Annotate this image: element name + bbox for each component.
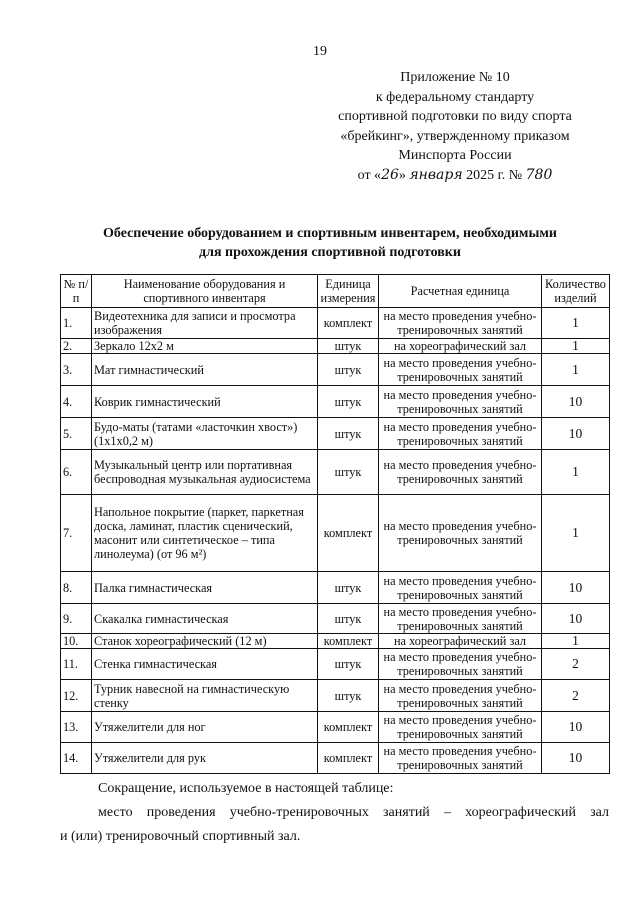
appendix-line-5: Минспорта России [398,148,512,163]
cell-unit: штук [318,386,379,418]
order-date-line [300,166,610,186]
cell-name: Станок хореографический (12 м) [92,634,318,649]
cell-name: Мат гимнастический [92,354,318,386]
table-row [61,649,610,680]
cell-num: 10. [61,634,92,649]
cell-qty: 10 [542,712,610,743]
cell-unit: штук [318,418,379,450]
cell-calc: на место проведения учебно-тренировочных занятий [379,418,542,450]
cell-unit: штук [318,572,379,604]
cell-unit: штук [318,450,379,495]
cell-name: Скакалка гимнастическая [92,604,318,634]
date-prefix: от « [357,167,382,183]
table-row [61,680,610,712]
cell-num: 2. [61,339,92,354]
cell-unit: комплект [318,308,379,339]
cell-unit: штук [318,354,379,386]
header-unit: Единица измерения [318,275,379,308]
appendix-line-3: спортивной подготовки по виду спорта [338,109,572,124]
cell-qty: 2 [542,680,610,712]
table-row [61,712,610,743]
year-text: 2025 г. № [466,167,523,183]
table-row [61,308,610,339]
notes-text-end: и (или) тренировочный спортивный зал. [60,829,301,844]
table-row [61,354,610,386]
cell-num: 8. [61,572,92,604]
notes-section [60,777,609,849]
cell-unit: комплект [318,712,379,743]
table-row [61,386,610,418]
cell-num: 9. [61,604,92,634]
cell-num: 14. [61,743,92,774]
cell-unit: штук [318,339,379,354]
document-title [60,224,600,262]
cell-unit: комплект [318,743,379,774]
cell-name: Стенка гимнастическая [92,649,318,680]
appendix-line-4: «брейкинг», утвержденному приказом [340,128,570,144]
cell-qty: 1 [542,354,610,386]
cell-qty: 10 [542,743,610,774]
cell-qty: 1 [542,495,610,572]
cell-calc: на место проведения учебно-тренировочных занятий [379,604,542,634]
cell-qty: 10 [542,604,610,634]
cell-name: Утяжелители для ног [92,712,318,743]
title-line-2: для прохождения спортивной подготовки [199,245,461,260]
cell-name: Музыкальный центр или портативная беспроводная музыкальная аудиосистема [92,450,318,495]
cell-qty: 1 [542,634,610,649]
cell-num: 11. [61,649,92,680]
appendix-line-1: Приложение № 10 [400,70,510,85]
cell-calc: на место проведения учебно-тренировочных занятий [379,712,542,743]
cell-calc: на хореографический зал [379,339,542,354]
cell-qty: 10 [542,418,610,450]
title-line-1: Обеспечение оборудованием и спортивным инвентарем, необходимыми [103,226,557,241]
cell-name: Турник навесной на гимнастическую стенку [92,680,318,712]
cell-qty: 1 [542,450,610,495]
cell-unit: штук [318,604,379,634]
cell-calc: на место проведения учебно-тренировочных занятий [379,386,542,418]
cell-name: Утяжелители для рук [92,743,318,774]
equipment-table [60,274,610,774]
cell-qty: 2 [542,649,610,680]
cell-calc: на место проведения учебно-тренировочных занятий [379,680,542,712]
cell-unit: комплект [318,495,379,572]
table-row [61,339,610,354]
appendix-line-2: к федеральному стандарту [375,89,535,105]
header-num: № п/п [61,275,92,308]
cell-qty: 1 [542,308,610,339]
cell-qty: 10 [542,572,610,604]
cell-num: 12. [61,680,92,712]
cell-unit: комплект [318,634,379,649]
cell-name: Зеркало 12х2 м [92,339,318,354]
appendix-header [300,68,610,185]
cell-calc: на место проведения учебно-тренировочных занятий [379,572,542,604]
header-qty: Количество изделий [542,275,610,308]
date-mid: » [398,167,406,183]
cell-calc: на место проведения учебно-тренировочных занятий [379,354,542,386]
table-row [61,743,610,774]
cell-name: Палка гимнастическая [92,572,318,604]
cell-num: 5. [61,418,92,450]
table-row [61,418,610,450]
notes-text-start: место проведения учебно-тренировочных занятий – хореографический зал [98,805,609,820]
cell-num: 3. [61,354,92,386]
cell-calc: на место проведения учебно-тренировочных занятий [379,649,542,680]
header-name: Наименование оборудования и спортивного инвентаря [92,275,318,308]
header-calc: Расчетная единица [379,275,542,308]
handwritten-day: 26 [381,166,399,183]
cell-calc: на место проведения учебно-тренировочных занятий [379,308,542,339]
cell-qty: 10 [542,386,610,418]
cell-unit: штук [318,680,379,712]
cell-num: 7. [61,495,92,572]
cell-name: Коврик гимнастический [92,386,318,418]
page-number: 19 [313,44,327,59]
notes-heading: Сокращение, используемое в настоящей таблице: [98,781,394,796]
cell-num: 1. [61,308,92,339]
table-row [61,634,610,649]
cell-calc: на место проведения учебно-тренировочных занятий [379,450,542,495]
cell-calc: на место проведения учебно-тренировочных занятий [379,495,542,572]
table-row [61,604,610,634]
cell-num: 4. [61,386,92,418]
cell-num: 6. [61,450,92,495]
cell-name: Будо-маты (татами «ласточкин хвост») (1х1х0,2 м) [92,418,318,450]
cell-name: Видеотехника для записи и просмотра изображения [92,308,318,339]
table-row [61,495,610,572]
cell-num: 13. [61,712,92,743]
cell-qty: 1 [542,339,610,354]
table-header-row [61,275,610,308]
handwritten-order-number: 780 [525,166,553,183]
cell-calc: на хореографический зал [379,634,542,649]
cell-unit: штук [318,649,379,680]
cell-name: Напольное покрытие (паркет, паркетная доска, ламинат, пластик сценический, масонит или синтетическое – типа линолеума) (от 96 м²) [92,495,318,572]
handwritten-month: января [409,166,463,183]
table-row [61,572,610,604]
table-row [61,450,610,495]
cell-calc: на место проведения учебно-тренировочных занятий [379,743,542,774]
